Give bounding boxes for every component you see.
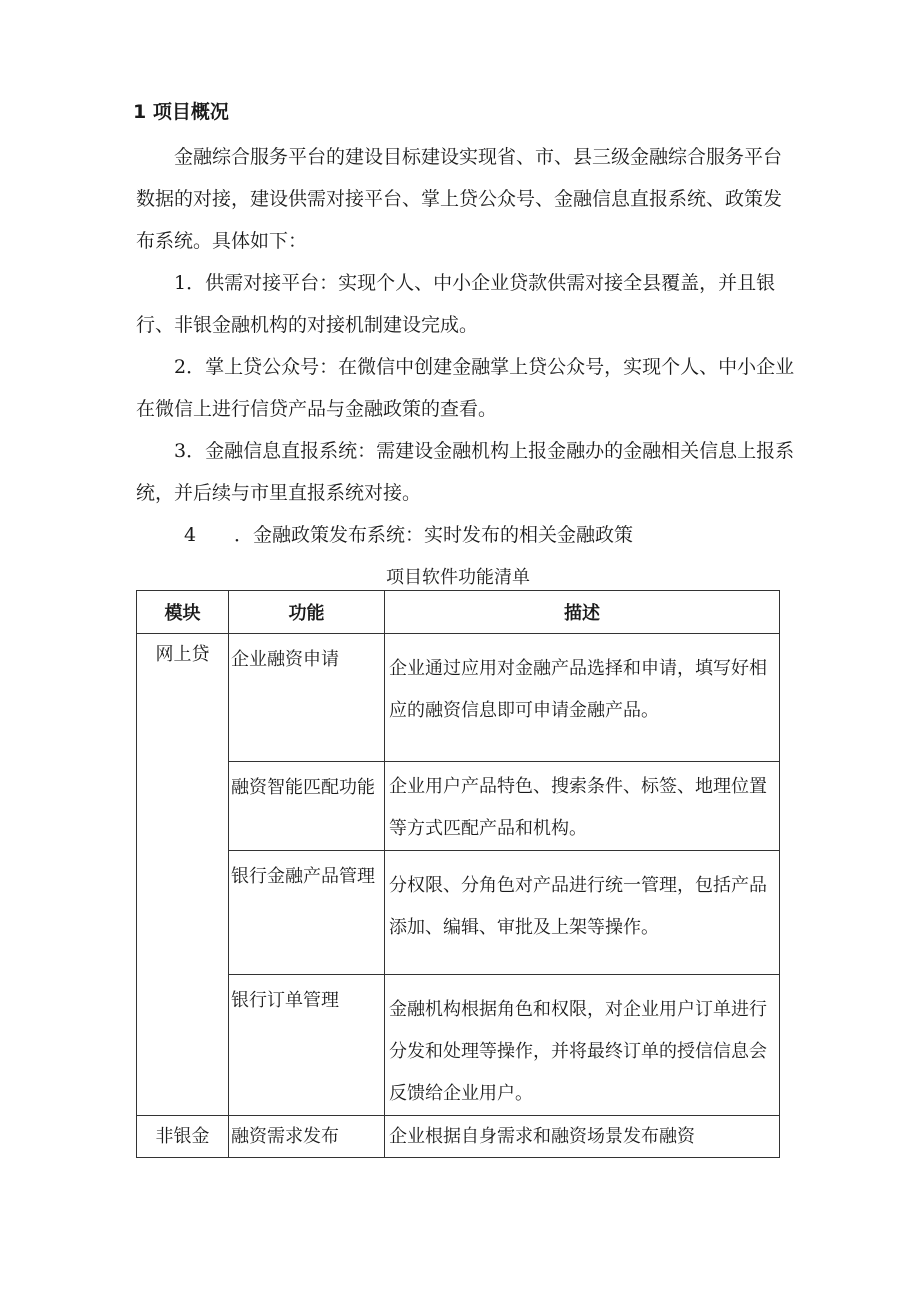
description-text: 企业通过应用对金融产品选择和申请，填写好相应的融资信息即可申请金融产品。 xyxy=(389,658,767,721)
item-policy-release xyxy=(184,514,633,556)
function-table xyxy=(136,590,780,1158)
description-text: 金融机构根据角色和权限，对企业用户订单进行分发和处理等操作，并将最终订单的授信信息会反馈给企业用户。 xyxy=(389,999,767,1104)
header-function: 功能 xyxy=(229,591,385,634)
function-cell: 融资智能匹配功能 xyxy=(229,762,385,851)
description-text: 企业用户产品特色、搜索条件、标签、地理位置等方式匹配产品和机构。 xyxy=(389,776,767,839)
description-cell xyxy=(385,1116,780,1158)
section-heading: 1 项目概况 xyxy=(133,101,229,123)
function-cell: 企业融资申请 xyxy=(229,634,385,762)
header-description: 描述 xyxy=(385,591,780,634)
description-text: 分权限、分角色对产品进行统一管理，包括产品添加、编辑、审批及上架等操作。 xyxy=(389,875,767,938)
item-supply-demand: 1．供需对接平台：实现个人、中小企业贷款供需对接全县覆盖，并且银行、非银金融机构的对接机制建设完成。 xyxy=(136,272,776,336)
intro-paragraph: 金融综合服务平台的建设目标建设实现省、市、县三级金融综合服务平台数据的对接，建设供需对接平台、掌上贷公众号、金融信息直报系统、政策发布系统。具体如下： xyxy=(136,146,783,252)
module-cell xyxy=(137,975,229,1116)
description-text: 企业根据自身需求和融资场景发布融资 xyxy=(389,1126,695,1147)
item-number: 4 xyxy=(184,524,197,546)
table-row xyxy=(137,1116,780,1158)
item-wechat-account: 2．掌上贷公众号：在微信中创建金融掌上贷公众号，实现个人、中小企业在微信上进行信贷产品与金融政策的查看。 xyxy=(136,356,795,420)
description-cell xyxy=(385,634,780,762)
item-text: ．金融政策发布系统：实时发布的相关金融政策 xyxy=(234,524,634,546)
item-direct-report: 3．金融信息直报系统：需建设金融机构上报金融办的金融相关信息上报系统，并后续与市里直报系统对接。 xyxy=(136,440,795,504)
table-row xyxy=(137,634,780,762)
module-cell xyxy=(137,851,229,975)
module-cell: 网上贷 xyxy=(137,634,229,762)
function-cell: 银行订单管理 xyxy=(229,975,385,1116)
description-cell xyxy=(385,975,780,1116)
description-cell xyxy=(385,851,780,975)
module-cell xyxy=(137,762,229,851)
table-row xyxy=(137,762,780,851)
table-caption: 项目软件功能清单 xyxy=(386,567,530,588)
table-header-row xyxy=(137,591,780,634)
function-cell: 融资需求发布 xyxy=(229,1116,385,1158)
function-cell: 银行金融产品管理 xyxy=(229,851,385,975)
header-module: 模块 xyxy=(137,591,229,634)
module-cell: 非银金 xyxy=(137,1116,229,1158)
table-row xyxy=(137,975,780,1116)
table-row xyxy=(137,851,780,975)
description-cell xyxy=(385,762,780,851)
